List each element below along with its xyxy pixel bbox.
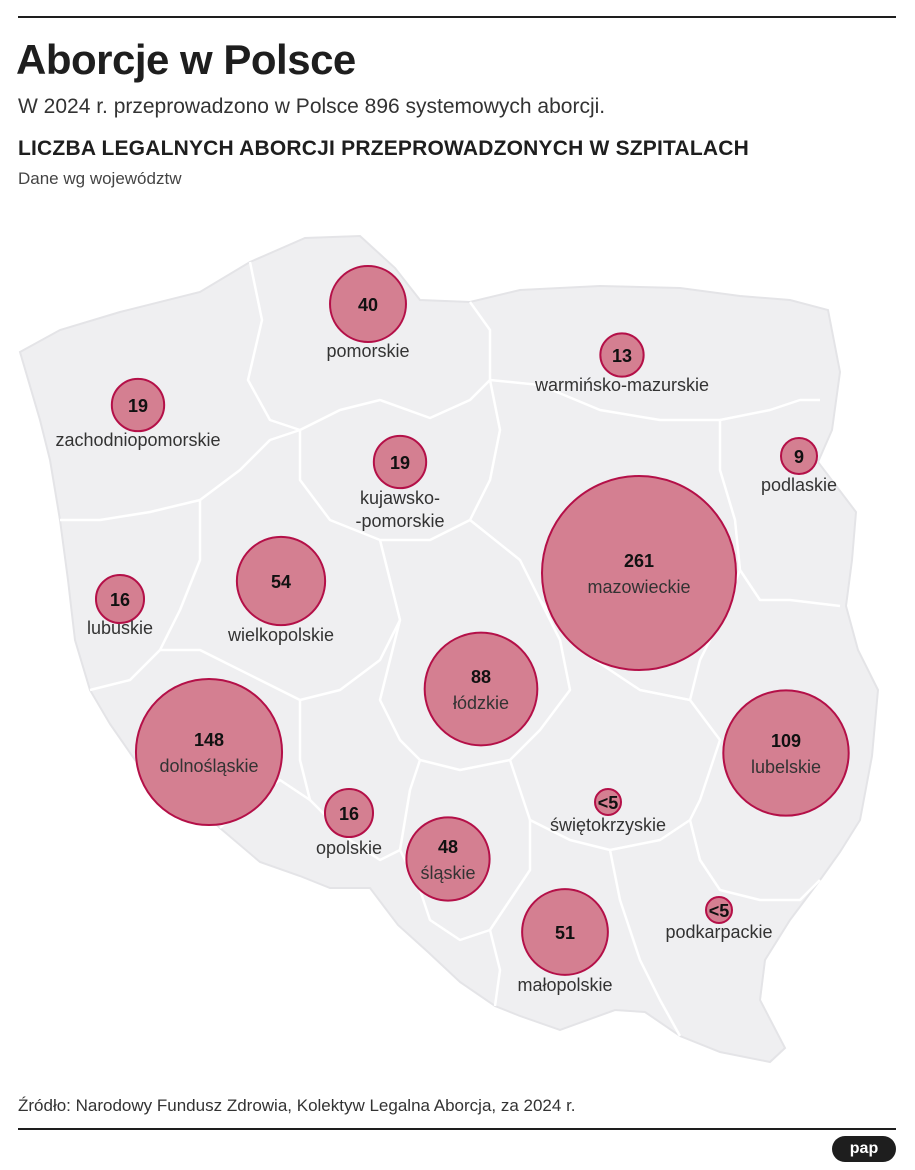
value-pomorskie: 40 <box>357 295 379 315</box>
label-dolnośląskie: dolnośląskie <box>159 756 259 776</box>
label-podlaskie: podlaskie <box>760 475 838 495</box>
value-wielkopolskie: 54 <box>270 572 292 592</box>
label-kujawsko-pomorskie-2: -pomorskie <box>355 511 445 531</box>
label-wielkopolskie: wielkopolskie <box>227 625 335 645</box>
bottom-rule <box>18 1128 896 1130</box>
value-śląskie: 48 <box>437 837 459 857</box>
label-lubuskie: lubuskie <box>86 618 154 638</box>
value-warmińsko-mazurskie: 13 <box>611 346 633 366</box>
value-lubuskie: 16 <box>109 590 131 610</box>
value-opolskie: 16 <box>338 804 360 824</box>
value-podkarpackie: <5 <box>708 901 730 921</box>
value-lubelskie: 109 <box>770 731 802 751</box>
value-podlaskie: 9 <box>793 447 805 467</box>
label-śląskie: śląskie <box>420 863 476 883</box>
pap-logo: pap <box>832 1136 896 1162</box>
value-dolnośląskie: 148 <box>193 730 225 750</box>
label-mazowieckie: mazowieckie <box>587 577 691 597</box>
data-note: Dane wg województw <box>18 169 182 188</box>
label-kujawsko-pomorskie-1: kujawsko- <box>359 488 441 508</box>
page-subtitle: W 2024 r. przeprowadzono w Polsce 896 systemowych aborcji. <box>18 95 606 118</box>
bubble-śląskie <box>406 817 489 900</box>
label-łódzkie: łódzkie <box>452 693 510 713</box>
label-opolskie: opolskie <box>315 838 383 858</box>
value-mazowieckie: 261 <box>623 551 655 571</box>
bubble-łódzkie <box>425 633 538 746</box>
section-title: LICZBA LEGALNYCH ABORCJI PRZEPROWADZONYCH W SZPITALACH <box>18 137 750 160</box>
value-zachodniopomorskie: 19 <box>127 396 149 416</box>
value-kujawsko-pomorskie: 19 <box>389 453 411 473</box>
value-małopolskie: 51 <box>554 923 576 943</box>
label-warmińsko-mazurskie: warmińsko-mazurskie <box>534 375 710 395</box>
source-note: Źródło: Narodowy Fundusz Zdrowia, Kolektyw Legalna Aborcja, za 2024 r. <box>18 1096 576 1115</box>
value-łódzkie: 88 <box>470 667 492 687</box>
value-świętokrzyskie: <5 <box>597 793 619 813</box>
label-zachodniopomorskie: zachodniopomorskie <box>55 430 221 450</box>
label-małopolskie: małopolskie <box>517 975 613 995</box>
bubble-mazowieckie <box>542 476 736 670</box>
label-podkarpackie: podkarpackie <box>665 922 773 942</box>
bubble-dolnośląskie <box>136 679 282 825</box>
label-świętokrzyskie: świętokrzyskie <box>549 815 667 835</box>
page-title: Aborcje w Polsce <box>16 36 356 83</box>
label-pomorskie: pomorskie <box>326 341 410 361</box>
label-lubelskie: lubelskie <box>750 757 822 777</box>
bubble-lubelskie <box>723 690 848 815</box>
